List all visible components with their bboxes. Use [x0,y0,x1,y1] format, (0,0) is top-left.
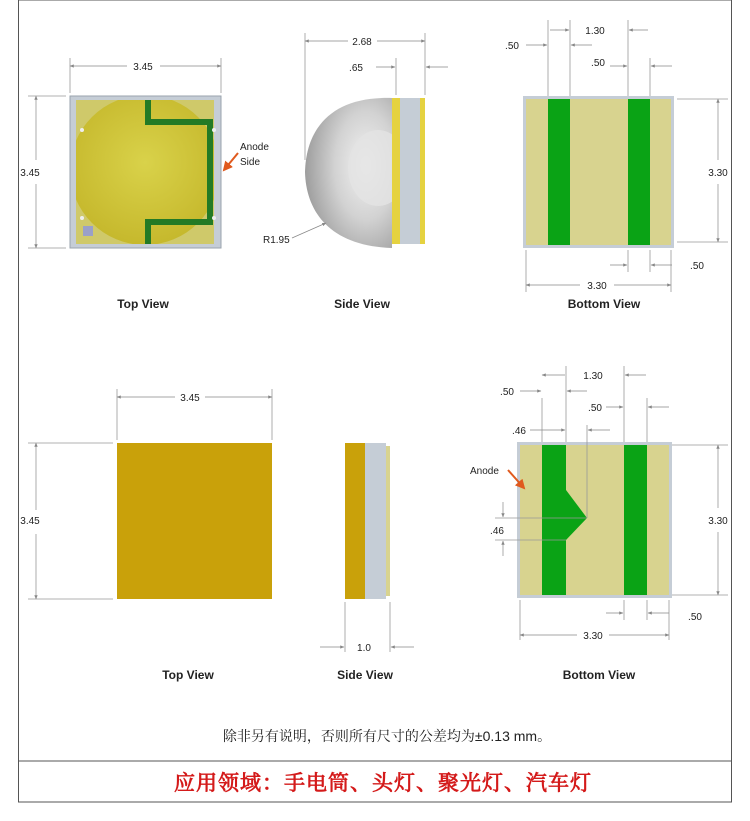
dim-pad-gap: 1.30 [583,371,603,382]
dim-bottom-margin: .50 [690,261,704,272]
top-row-bottom-view [505,20,728,311]
dim-width: 3.45 [180,393,200,404]
dim-bottom-margin: .50 [688,612,702,623]
bottom-row-bottom-view [470,366,728,682]
view-title: Top View [117,297,169,311]
dim-right-margin: .50 [588,403,602,414]
mount-hole [80,128,84,132]
substrate-edge [392,98,400,244]
dim-width: 3.30 [583,631,603,642]
applications-banner: 应用领域：手电筒、头灯、聚光灯、汽车灯 [174,772,592,795]
bottom-row-top-view [20,389,272,682]
dim-notch-size: .46 [490,526,504,537]
dim-pad-gap: 1.30 [585,26,605,37]
dim-height: 3.30 [708,516,728,527]
pad-edge [420,98,425,244]
dim-total: 2.68 [352,37,372,48]
view-title: Side View [334,297,390,311]
top-surface [117,443,272,599]
dim-width: 3.30 [587,281,607,292]
view-title: Top View [162,668,214,682]
anode-label-line2: Side [240,157,261,168]
dim-right-margin: .50 [591,58,605,69]
tolerance-note: 除非另有说明，否则所有尺寸的公差均为±0.13 mm。 [222,728,552,744]
anode-arrow [224,153,238,170]
top-row-top-view [20,58,269,311]
dim-left-margin: .50 [500,387,514,398]
anode-pad [628,99,650,245]
dim-height: 3.30 [708,168,728,179]
pad-edge [386,446,390,596]
dim-left-margin: .50 [505,41,519,52]
dim-height: 3.45 [20,168,40,179]
dim-thickness: .65 [349,63,363,74]
bottom-row-side-view [320,443,414,682]
mount-hole [212,128,216,132]
anode-label: Anode [470,466,499,477]
dim-width: 3.45 [133,62,153,73]
mount-hole [80,216,84,220]
substrate-body [365,443,386,599]
view-title: Side View [337,668,393,682]
dim-thickness: 1.0 [357,643,371,654]
lens-layer [345,443,365,599]
dim-radius: R1.95 [263,235,290,246]
anode-label-line1: Anode [240,142,269,153]
mount-hole [212,216,216,220]
substrate-body [400,98,420,244]
cathode-pad [548,99,570,245]
dim-notch-offset: .46 [512,426,526,437]
top-row-side-view [263,33,448,311]
anode-pad [624,445,647,595]
dim-height: 3.45 [20,516,40,527]
corner-marker [83,226,93,236]
view-title: Bottom View [562,668,636,682]
view-title: Bottom View [567,297,641,311]
